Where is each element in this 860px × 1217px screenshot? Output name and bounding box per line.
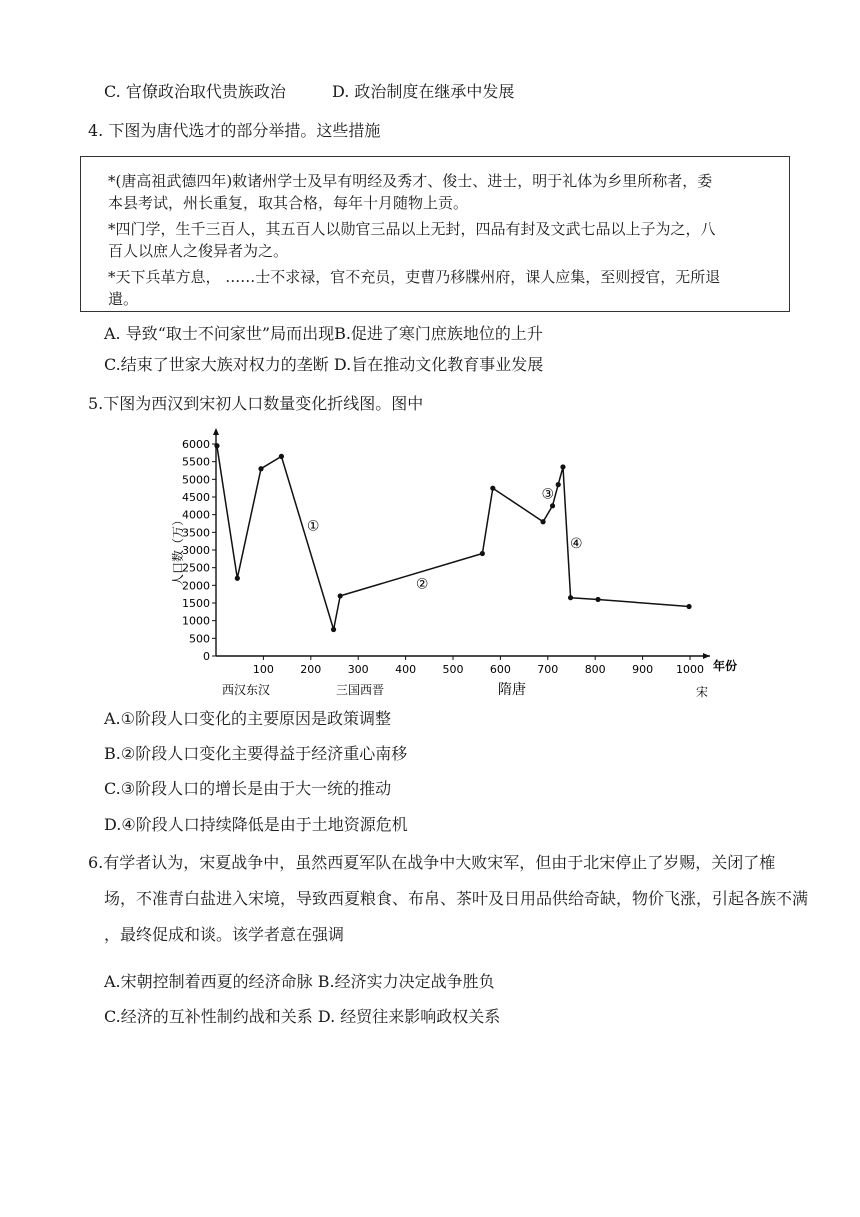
stage-label: ④ (569, 535, 583, 552)
q3-option-c: C. 官僚政治取代贵族政治 (104, 82, 286, 101)
q4-source-p2-l2: 百人以庶人之俊异者为之。 (108, 242, 289, 260)
y-tick-label: 1000 (182, 614, 210, 628)
stage-label: ① (306, 518, 320, 535)
y-axis-arrow (213, 428, 219, 435)
x-tick-label: 200 (300, 663, 322, 676)
y-tick-label: 1500 (182, 597, 210, 610)
period-label-han: 西汉东汉 (222, 683, 271, 697)
q4-options-ab: A. 导致“取士不问家世”局而出现B.促进了寒门庶族地位的上升 (104, 324, 543, 343)
x-tick-label: 1000 (676, 663, 704, 676)
data-point (331, 627, 336, 632)
y-tick-label: 4000 (182, 508, 210, 522)
chart-xlabel: 年份 (713, 659, 738, 673)
stage-label: ③ (541, 486, 555, 503)
data-point (556, 482, 561, 487)
data-point (258, 466, 263, 471)
q3-option-d: D. 政治制度在继承中发展 (332, 82, 515, 101)
x-tick-label: 100 (252, 663, 274, 676)
data-point (540, 519, 545, 524)
x-tick-label: 400 (395, 663, 417, 676)
period-label-song: 宋 (696, 685, 709, 699)
q4-stem: 4. 下图为唐代选才的部分举措。这些措施 (88, 121, 381, 140)
y-tick-label: 3000 (182, 544, 210, 557)
data-point (550, 503, 555, 508)
x-tick-label: 600 (489, 663, 511, 676)
period-label-sui-tang: 隋唐 (498, 682, 526, 698)
data-point (568, 595, 573, 600)
q5-option-d: D.④阶段人口持续降低是由于土地资源危机 (104, 815, 408, 834)
q4-source-p2-l1: *四门学，生千三百人，其五百人以勋官三品以上无封，四品有封及文武七品以上子为之，八 (108, 220, 716, 238)
q6-stem-line-2: 场，不准青白盐进入宋境，导致西夏粮食、布帛、茶叶及日用品供给奇缺，物价飞涨，引起各族不满 (104, 889, 809, 908)
data-point (338, 593, 343, 598)
y-tick-label: 2000 (182, 579, 210, 593)
y-tick-label: 5000 (182, 473, 210, 487)
q6-stem-line-3: ，最终促成和谈。该学者意在强调 (104, 925, 345, 944)
data-point (480, 551, 485, 556)
q5-option-b: B.②阶段人口变化主要得益于经济重心南移 (104, 744, 408, 763)
q5-option-c: C.③阶段人口的增长是由于大一统的推动 (104, 779, 392, 798)
y-tick-label: 500 (189, 632, 210, 646)
population-line-chart (0, 420, 860, 720)
q4-source-p3-l2: 遣。 (108, 290, 139, 308)
y-tick-label: 0 (203, 650, 210, 663)
q4-source-p1-l2: 本县考试，州长重复，取其合格，每年十月随物上贡。 (108, 194, 469, 212)
data-point (214, 443, 219, 448)
y-tick-label: 4500 (182, 491, 210, 504)
period-label-sanguo-xijin: 三国西晋 (336, 683, 385, 697)
y-tick-label: 3500 (182, 526, 210, 540)
q6-stem-line-1: 6.有学者认为，宋夏战争中，虽然西夏军队在战争中大败宋军，但由于北宋停止了岁赐，关闭了榷 (88, 853, 776, 872)
data-point (560, 464, 565, 469)
q4-options-cd: C.结束了世家大族对权力的垄断 D.旨在推动文化教育事业发展 (104, 355, 544, 374)
data-point (686, 604, 691, 609)
x-tick-label: 700 (537, 663, 559, 676)
q4-source-p1-l1: *(唐高祖武德四年)敕诸州学士及早有明经及秀才、俊士、进士，明于礼体为乡里所称者，委 (108, 172, 713, 190)
y-tick-label: 2500 (182, 561, 210, 575)
q5-stem: 5.下图为西汉到宋初人口数量变化折线图。图中 (88, 394, 424, 413)
data-point (279, 454, 284, 459)
x-tick-label: 800 (584, 663, 606, 676)
x-axis-arrow (703, 653, 710, 659)
q6-options-ab: A.宋朝控制着西夏的经济命脉 B.经济实力决定战争胜负 (104, 972, 495, 991)
x-tick-label: 300 (347, 663, 369, 676)
chart-ylabel: 人口数（万） (171, 513, 185, 587)
data-point (490, 486, 495, 491)
data-point (595, 597, 600, 602)
stage-label: ② (415, 576, 429, 593)
data-point (235, 576, 240, 581)
x-tick-label: 900 (632, 663, 654, 676)
x-tick-label: 500 (442, 663, 464, 676)
q6-options-cd: C.经济的互补性制约战和关系 D. 经贸往来影响政权关系 (104, 1007, 501, 1026)
q4-source-box (80, 156, 790, 312)
y-tick-label: 5500 (182, 455, 210, 469)
q4-source-p3-l1: *天下兵革方息， ……士不求禄，官不充员，吏曹乃移牒州府，课人应集，至则授官，无所退 (108, 268, 721, 286)
q5-option-a: A.①阶段人口变化的主要原因是政策调整 (104, 709, 391, 728)
y-tick-label: 6000 (182, 438, 210, 451)
population-series-line (217, 446, 689, 630)
